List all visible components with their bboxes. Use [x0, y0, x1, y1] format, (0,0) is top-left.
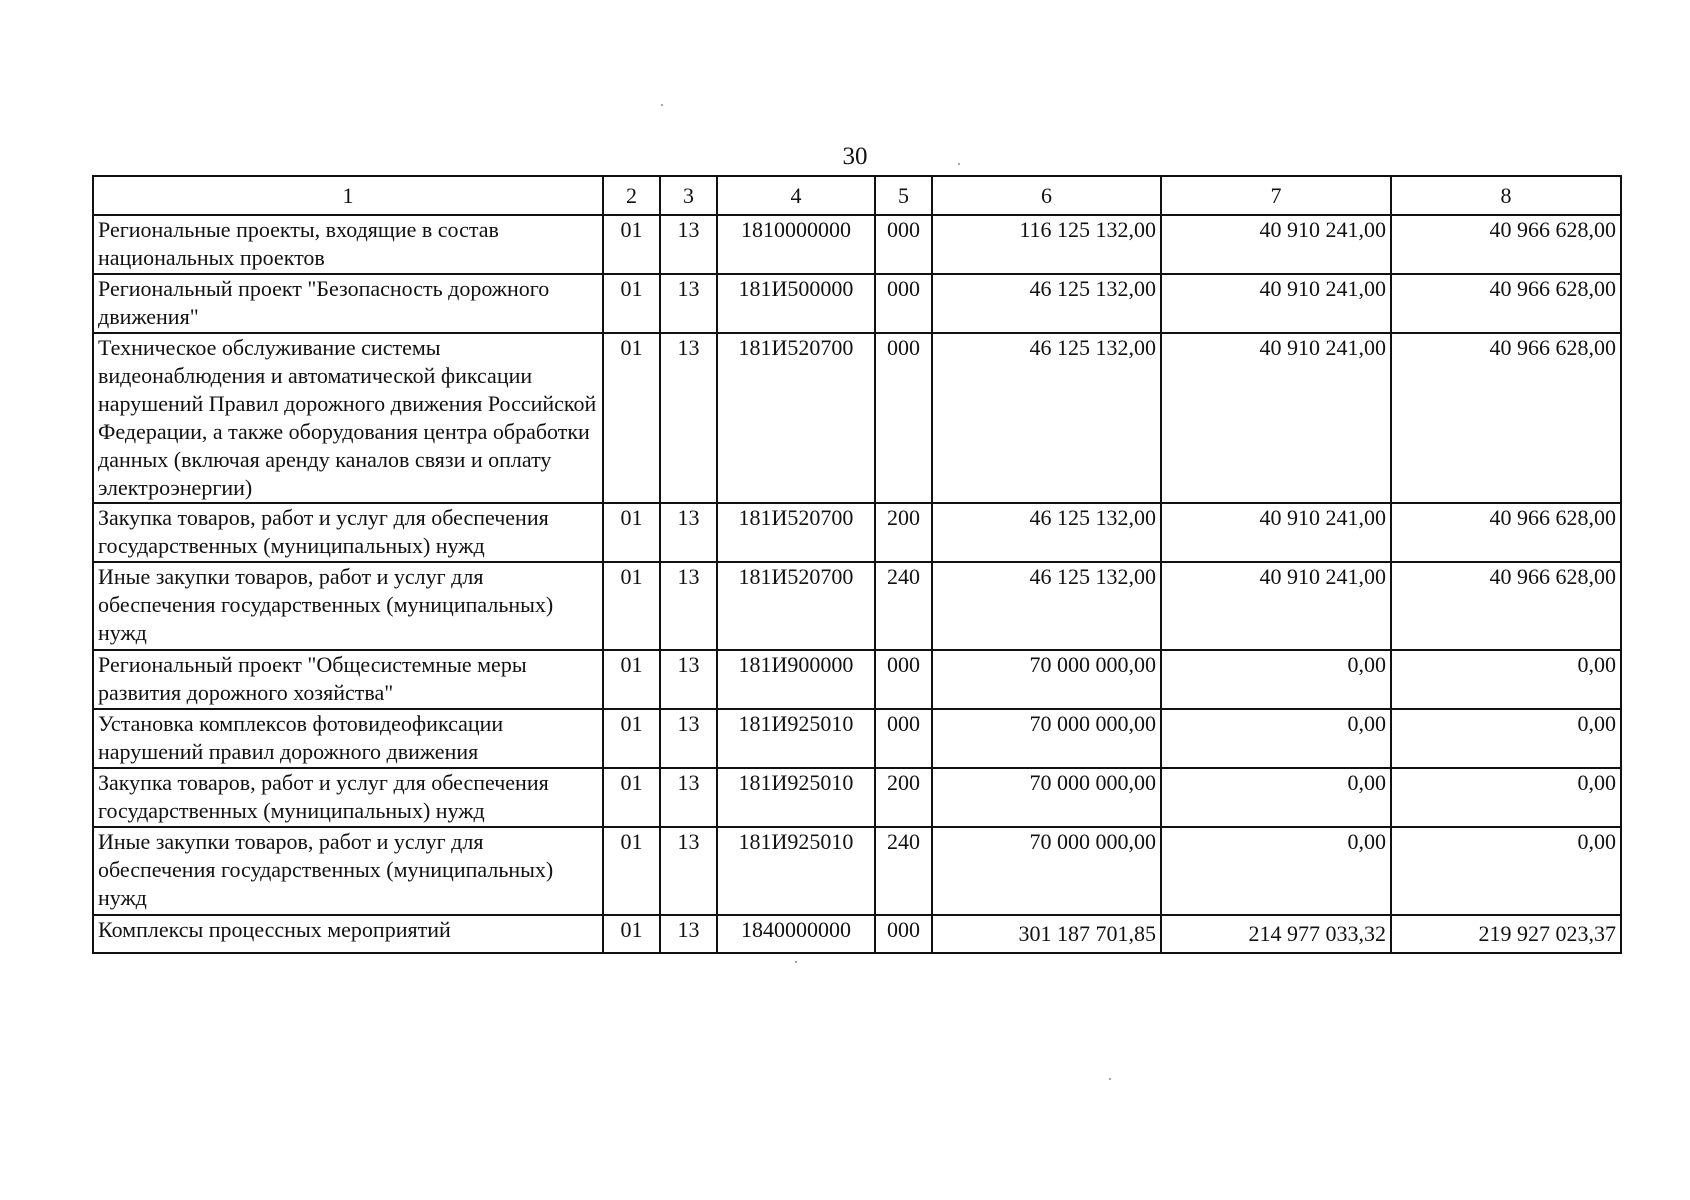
- subsection-code-cell: 13: [660, 650, 717, 709]
- expense-type-cell: 000: [875, 650, 932, 709]
- amount-col7-cell: 0,00: [1161, 709, 1391, 768]
- target-article-cell: 181И520700: [717, 333, 875, 503]
- section-code-cell: 01: [603, 333, 660, 503]
- table-row: [93, 768, 1621, 827]
- amount-col8-cell: 40 966 628,00: [1391, 562, 1621, 650]
- row-name-cell: Установка комплексов фотовидеофиксации нарушений правил дорожного движения: [93, 709, 603, 768]
- target-article-cell: 181И925010: [717, 709, 875, 768]
- target-article-cell: 1840000000: [717, 915, 875, 953]
- row-name-cell: Комплексы процессных мероприятий: [93, 915, 603, 953]
- table-row: [93, 562, 1621, 650]
- expense-type-cell: 240: [875, 827, 932, 915]
- expense-type-cell: 200: [875, 503, 932, 562]
- column-header-2: 2: [603, 176, 660, 215]
- row-name-cell: Региональный проект "Безопасность дорожного движения": [93, 274, 603, 333]
- column-header-5: 5: [875, 176, 932, 215]
- scan-speck: [1109, 1078, 1111, 1080]
- expense-type-cell: 240: [875, 562, 932, 650]
- section-code-cell: 01: [603, 915, 660, 953]
- row-name-cell: Закупка товаров, работ и услуг для обеспечения государственных (муниципальных) нужд: [93, 768, 603, 827]
- section-code-cell: 01: [603, 562, 660, 650]
- amount-col6-cell: 70 000 000,00: [932, 827, 1161, 915]
- amount-col6-cell: 116 125 132,00: [932, 215, 1161, 274]
- row-name-cell: Региональные проекты, входящие в состав национальных проектов: [93, 215, 603, 274]
- amount-col8-cell: 0,00: [1391, 827, 1621, 915]
- expense-type-cell: 000: [875, 333, 932, 503]
- target-article-cell: 181И520700: [717, 562, 875, 650]
- table-row: [93, 503, 1621, 562]
- expense-type-cell: 000: [875, 709, 932, 768]
- subsection-code-cell: 13: [660, 915, 717, 953]
- section-code-cell: 01: [603, 650, 660, 709]
- subsection-code-cell: 13: [660, 709, 717, 768]
- subsection-code-cell: 13: [660, 562, 717, 650]
- amount-col6-cell: 46 125 132,00: [932, 503, 1161, 562]
- amount-col8-cell: 219 927 023,37: [1391, 915, 1621, 953]
- section-code-cell: 01: [603, 215, 660, 274]
- column-header-3: 3: [660, 176, 717, 215]
- section-code-cell: 01: [603, 827, 660, 915]
- expense-type-cell: 000: [875, 915, 932, 953]
- target-article-cell: 181И500000: [717, 274, 875, 333]
- section-code-cell: 01: [603, 503, 660, 562]
- amount-col8-cell: 40 966 628,00: [1391, 333, 1621, 503]
- amount-col7-cell: 40 910 241,00: [1161, 215, 1391, 274]
- amount-col7-cell: 40 910 241,00: [1161, 333, 1391, 503]
- target-article-cell: 181И925010: [717, 827, 875, 915]
- target-article-cell: 181И900000: [717, 650, 875, 709]
- amount-col7-cell: 0,00: [1161, 827, 1391, 915]
- amount-col6-cell: 301 187 701,85: [932, 915, 1161, 953]
- row-name-cell: Техническое обслуживание системы видеонаблюдения и автоматической фиксации нарушений Правил дорожного движения Российской Федерации, а также оборудования центра обработки данных (включая аренду каналов связи и оплату электроэнергии): [93, 333, 603, 503]
- column-header-4: 4: [717, 176, 875, 215]
- row-name-cell: Иные закупки товаров, работ и услуг для обеспечения государственных (муниципальных) нужд: [93, 562, 603, 650]
- amount-col6-cell: 70 000 000,00: [932, 650, 1161, 709]
- amount-col6-cell: 70 000 000,00: [932, 768, 1161, 827]
- amount-col7-cell: 40 910 241,00: [1161, 562, 1391, 650]
- amount-col8-cell: 40 966 628,00: [1391, 503, 1621, 562]
- row-name-cell: Закупка товаров, работ и услуг для обеспечения государственных (муниципальных) нужд: [93, 503, 603, 562]
- expense-type-cell: 000: [875, 215, 932, 274]
- amount-col6-cell: 46 125 132,00: [932, 274, 1161, 333]
- table-row: [93, 333, 1621, 503]
- amount-col7-cell: 214 977 033,32: [1161, 915, 1391, 953]
- expense-type-cell: 000: [875, 274, 932, 333]
- amount-col8-cell: 40 966 628,00: [1391, 274, 1621, 333]
- section-code-cell: 01: [603, 709, 660, 768]
- column-header-6: 6: [932, 176, 1161, 215]
- amount-col8-cell: 0,00: [1391, 768, 1621, 827]
- amount-col8-cell: 0,00: [1391, 650, 1621, 709]
- subsection-code-cell: 13: [660, 333, 717, 503]
- scan-speck: [661, 104, 663, 106]
- table-header-row: [93, 176, 1621, 215]
- target-article-cell: 1810000000: [717, 215, 875, 274]
- column-header-7: 7: [1161, 176, 1391, 215]
- page-number: 30: [842, 143, 868, 170]
- amount-col7-cell: 40 910 241,00: [1161, 274, 1391, 333]
- row-name-cell: Региональный проект "Общесистемные меры развития дорожного хозяйства": [93, 650, 603, 709]
- column-header-1: 1: [93, 176, 603, 215]
- subsection-code-cell: 13: [660, 503, 717, 562]
- amount-col6-cell: 46 125 132,00: [932, 562, 1161, 650]
- scan-speck: [795, 961, 797, 963]
- amount-col6-cell: 46 125 132,00: [932, 333, 1161, 503]
- column-header-8: 8: [1391, 176, 1621, 215]
- row-name-cell: Иные закупки товаров, работ и услуг для обеспечения государственных (муниципальных) нужд: [93, 827, 603, 915]
- table-row: [93, 915, 1621, 953]
- table-row: [93, 274, 1621, 333]
- subsection-code-cell: 13: [660, 215, 717, 274]
- subsection-code-cell: 13: [660, 827, 717, 915]
- subsection-code-cell: 13: [660, 274, 717, 333]
- table-row: [93, 215, 1621, 274]
- scan-speck: [958, 163, 960, 165]
- amount-col7-cell: 0,00: [1161, 768, 1391, 827]
- amount-col6-cell: 70 000 000,00: [932, 709, 1161, 768]
- target-article-cell: 181И520700: [717, 503, 875, 562]
- expense-type-cell: 200: [875, 768, 932, 827]
- table-row: [93, 709, 1621, 768]
- table-row: [93, 650, 1621, 709]
- amount-col7-cell: 40 910 241,00: [1161, 503, 1391, 562]
- subsection-code-cell: 13: [660, 768, 717, 827]
- amount-col7-cell: 0,00: [1161, 650, 1391, 709]
- amount-col8-cell: 40 966 628,00: [1391, 215, 1621, 274]
- section-code-cell: 01: [603, 768, 660, 827]
- budget-table: [92, 175, 1622, 954]
- section-code-cell: 01: [603, 274, 660, 333]
- table-row: [93, 827, 1621, 915]
- target-article-cell: 181И925010: [717, 768, 875, 827]
- amount-col8-cell: 0,00: [1391, 709, 1621, 768]
